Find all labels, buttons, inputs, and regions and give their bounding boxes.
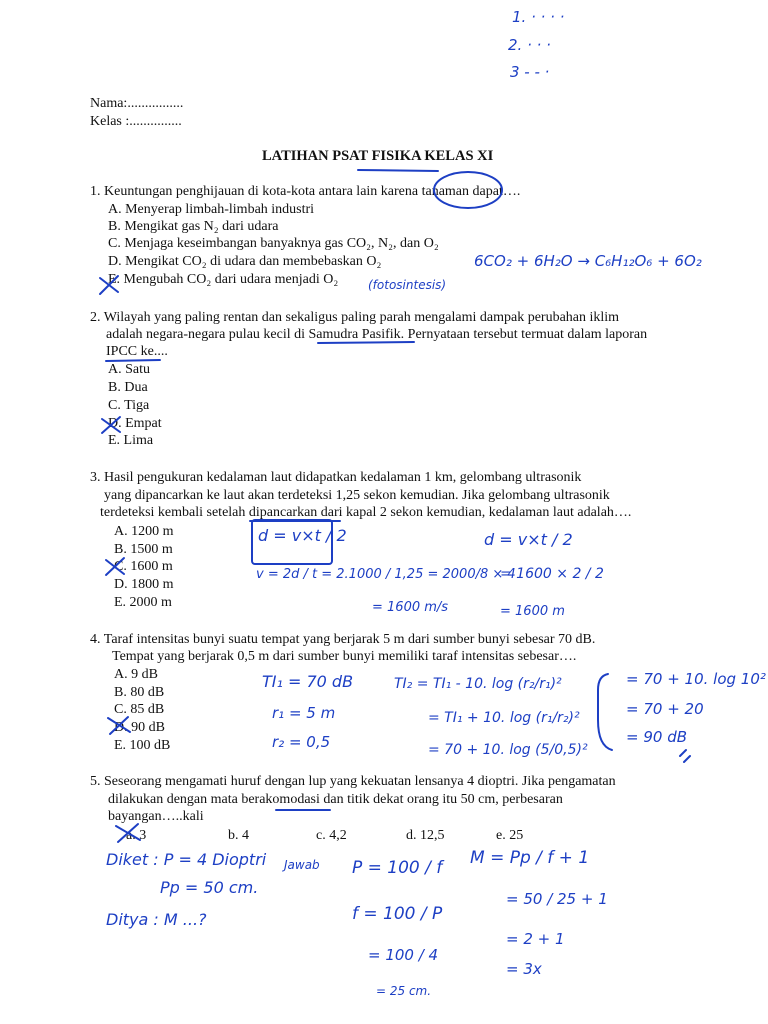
answer-option: C. Menjaga keseimbangan banyaknya gas CO₂, N₂, dan O₂ [108,236,439,251]
answer-option: c. 4,2 [316,828,347,843]
answer-option: C. Tiga [108,398,150,413]
answer-option: A. Satu [108,362,150,377]
answer-option: E. Mengubah CO₂ dari udara menjadi O₂ [108,272,339,287]
handwritten-result: = 25 cm. [376,984,432,998]
handwritten-list-item: 1. · · · · [512,8,565,26]
handwritten-result: = 90 dB [626,728,688,746]
answer-option: C. 85 dB [114,702,165,717]
answer-option: B. Mengikat gas N₂ dari udara [108,219,279,234]
handwritten-reaction: 6CO₂ + 6H₂O → C₆H₁₂O₆ + 6O₂ [474,252,702,270]
question-stem: terdeteksi kembali setelah dipancarkan dari kapal 2 sekon kemudian, kedalaman laut adalah…. [100,505,632,520]
handwritten-given: r₁ = 5 m [272,704,336,722]
answer-option: B. Dua [108,380,148,395]
question-stem: 2. Wilayah yang paling rentan dan sekaligus paling parah mengalami dampak perubahan iklim [90,310,620,325]
handwritten-given: r₂ = 0,5 [272,733,331,751]
question-stem: 1. Keuntungan penghijauan di kota-kota antara lain karena tanaman dapat…. [90,184,521,199]
question-stem: Tempat yang berjarak 0,5 m dari sumber bunyi memiliki taraf intensitas sebesar…. [112,649,577,664]
handwritten-question: Ditya : M ...? [106,910,207,929]
answer-option: D. Mengikat CO₂ di udara dan membebaskan O₂ [108,254,382,269]
handwritten-formula: f = 100 / P [352,904,443,924]
class-field-label: Kelas :............... [90,114,182,129]
underline-mark [680,750,690,762]
handwritten-formula: M = Pp / f + 1 [470,848,590,868]
answer-option: E. Lima [108,433,154,448]
answer-option: C. 1600 m [114,559,173,574]
answer-option: E. 100 dB [114,738,171,753]
handwritten-given: TI₁ = 70 dB [262,672,354,691]
handwritten-calculation: = 50 / 25 + 1 [506,890,608,908]
answer-option: A. 9 dB [114,667,158,682]
underline-mark [106,360,160,361]
handwritten-result: = 1600 m [500,604,565,619]
question-stem: dilakukan dengan mata berakomodasi dan titik dekat orang itu 50 cm, perbesaran [108,792,563,807]
handwritten-formula: TI₂ = TI₁ - 10. log (r₂/r₁)² [394,676,562,692]
handwritten-calculation: = 100 / 4 [368,946,439,964]
handwritten-jawab-label: Jawab [284,858,320,872]
answer-option: B. 80 dB [114,685,165,700]
title-underline [358,170,438,171]
question-stem: 4. Taraf intensitas bunyi suatu tempat yang berjarak 5 m dari sumber bunyi sebesar 70 dB. [90,632,596,647]
handwritten-result: = 1600 m/s [372,600,449,615]
page-title: LATIHAN PSAT FISIKA KELAS XI [262,148,494,164]
handwritten-calculation: = TI₁ + 10. log (r₁/r₂)² [428,710,580,726]
handwritten-calculation: = 1600 × 2 / 2 [500,566,604,582]
handwritten-given: Diket : P = 4 Dioptri [106,850,267,869]
answer-option: E. 2000 m [114,595,172,610]
handwritten-calculation: = 70 + 10. log (5/0,5)² [428,742,588,758]
answer-option: b. 4 [228,828,249,843]
handwritten-note: (fotosintesis) [368,278,447,292]
handwritten-list-item: 2. · · · [508,36,551,54]
name-field-label: Nama:................ [90,96,184,111]
answer-option: D. 1800 m [114,577,174,592]
handwritten-given: Pp = 50 cm. [160,878,259,897]
handwritten-formula: P = 100 / f [352,858,443,878]
brace-mark [598,674,612,750]
handwritten-result: = 3x [506,960,542,978]
question-stem: yang dipancarkan ke laut akan terdeteksi 1,25 sekon kemudian. Jika gelombang ultrasonik [104,488,610,503]
answer-option: A. Menyerap limbah-limbah industri [108,202,315,217]
question-stem: 5. Seseorang mengamati huruf dengan lup yang kekuatan lensanya 4 dioptri. Jika pengamatan [90,774,616,789]
answer-option: d. 12,5 [406,828,445,843]
question-stem: bayangan…..kali [108,809,204,824]
question-stem: adalah negara-negara pulau kecil di Samudra Pasifik. Pernyataan tersebut termuat dalam laporan [106,327,648,342]
question-stem: IPCC ke.... [106,344,168,359]
answer-option: e. 25 [496,828,524,843]
handwritten-formula: d = v×t / 2 [258,526,347,545]
handwritten-calculation: v = 2d / t = 2.1000 / 1,25 = 2000/8 × 4 [256,567,516,582]
answer-option: a. 3 [126,828,147,843]
answer-option: B. 1500 m [114,542,173,557]
answer-option: A. 1200 m [114,524,174,539]
answer-option: D. Empat [108,416,162,431]
handwritten-list-item: 3 - - · [510,63,550,81]
handwritten-calculation: = 2 + 1 [506,930,565,948]
answer-option: D. 90 dB [114,720,165,735]
handwritten-calculation: = 70 + 10. log 10² [626,670,766,688]
handwritten-calculation: = 70 + 20 [626,700,704,718]
handwritten-formula: d = v×t / 2 [484,530,573,549]
question-stem: 3. Hasil pengukuran kedalaman laut didapatkan kedalaman 1 km, gelombang ultrasonik [90,470,582,485]
